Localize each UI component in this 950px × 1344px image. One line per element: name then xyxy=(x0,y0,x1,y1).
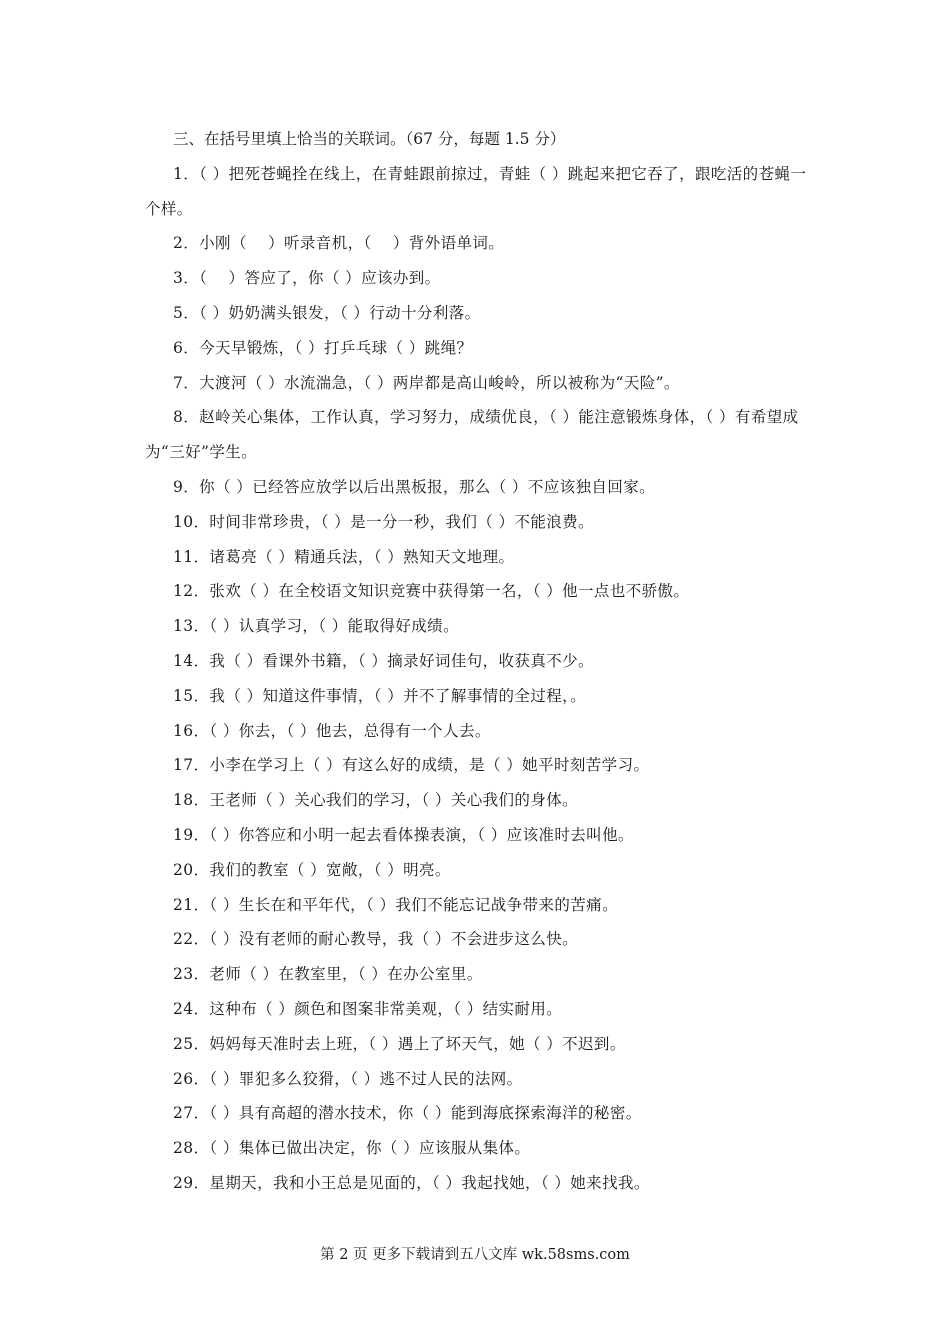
question-item: 16．（ ）你去，（ ）他去，总得有一个人去。 xyxy=(173,721,491,740)
question-item: 8．赵岭关心集体，工作认真，学习努力，成绩优良，（ ）能注意锻炼身体，（ ）有希望成为“三好”学生。 xyxy=(145,408,799,462)
question-item: 5．（ ）奶奶满头银发，（ ）行动十分利落。 xyxy=(173,303,481,322)
question-item: 29．星期天，我和小王总是见面的，（ ）我起找她，（ ）她来找我。 xyxy=(173,1173,650,1192)
page-footer: 第 2 页 更多下载请到五八文库 wk.58sms.com xyxy=(320,1247,630,1263)
question-item: 15．我（ ）知道这件事情，（ ）并不了解事情的全过程，。 xyxy=(173,686,587,705)
question-item: 19．（ ）你答应和小明一起去看体操表演，（ ）应该准时去叫他。 xyxy=(173,825,634,844)
question-item: 9．你（ ）已经答应放学以后出黑板报，那么（ ）不应该独自回家。 xyxy=(173,477,656,496)
question-list xyxy=(145,157,810,1201)
question-item: 12．张欢（ ）在全校语文知识竞赛中获得第一名，（ ）他一点也不骄傲。 xyxy=(173,582,690,601)
question-item: 3．（ ）答应了，你（ ）应该办到。 xyxy=(173,269,441,288)
question-item: 18．王老师（ ）关心我们的学习，（ ）关心我们的身体。 xyxy=(173,791,579,810)
section-heading: 三、在括号里填上恰当的关联词。（67 分，每题 1.5 分） xyxy=(173,130,566,148)
question-item: 22．（ ）没有老师的耐心教导，我（ ）不会进步这么快。 xyxy=(173,930,579,949)
question-item: 25．妈妈每天准时去上班，（ ）遇上了坏天气，她（ ）不迟到。 xyxy=(173,1034,626,1053)
question-item: 24．这种布（ ）颜色和图案非常美观，（ ）结实耐用。 xyxy=(173,999,563,1018)
question-item: 13．（ ）认真学习，（ ）能取得好成绩。 xyxy=(173,617,459,636)
page-content xyxy=(145,122,810,1201)
question-item: 11．诸葛亮（ ）精通兵法，（ ）熟知天文地理。 xyxy=(173,547,515,566)
question-item: 23．老师（ ）在教室里，（ ）在办公室里。 xyxy=(173,965,483,984)
question-item: 20．我们的教室（ ）宽敞，（ ）明亮。 xyxy=(173,860,451,879)
question-item: 28．（ ）集体已做出决定，你（ ）应该服从集体。 xyxy=(173,1139,531,1158)
question-item: 6．今天早锻炼，（ ）打乒乓球（ ）跳绳？ xyxy=(173,338,473,357)
question-item: 2．小刚（ ）听录音机，（ ）背外语单词。 xyxy=(173,234,505,253)
question-item: 7．大渡河（ ）水流湍急，（ ）两岸都是高山峻岭，所以被称为“天险”。 xyxy=(173,373,680,392)
question-item: 14．我（ ）看课外书籍，（ ）摘录好词佳句，收获真不少。 xyxy=(173,651,594,670)
question-item: 26．（ ）罪犯多么狡猾，（ ）逃不过人民的法网。 xyxy=(173,1069,523,1088)
question-item: 21．（ ）生长在和平年代，（ ）我们不能忘记战争带来的苦痛。 xyxy=(173,895,618,914)
question-item: 27．（ ）具有高超的潜水技术，你（ ）能到海底探索海洋的秘密。 xyxy=(173,1104,642,1123)
question-item: 10．时间非常珍贵，（ ）是一分一秒，我们（ ）不能浪费。 xyxy=(173,512,594,531)
question-item: 17．小李在学习上（ ）有这么好的成绩，是（ ）她平时刻苦学习。 xyxy=(173,756,650,775)
question-item: 1．（ ）把死苍蝇拴在线上，在青蛙跟前掠过，青蛙（ ）跳起来把它吞了，跟吃活的苍蝇一个样。 xyxy=(145,164,807,218)
